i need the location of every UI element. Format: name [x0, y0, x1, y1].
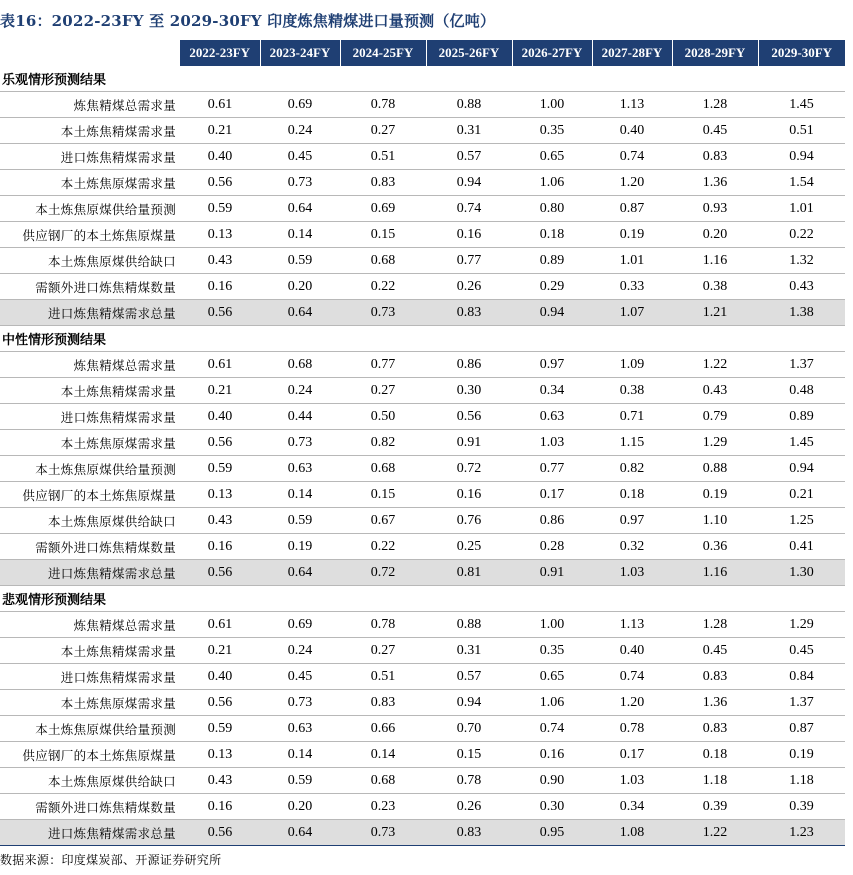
cell-value: 0.36 — [672, 534, 758, 560]
cell-value: 0.90 — [512, 768, 592, 794]
cell-value: 1.00 — [512, 92, 592, 118]
cell-value: 0.23 — [340, 794, 426, 820]
cell-value: 0.16 — [180, 274, 260, 300]
cell-value: 0.56 — [180, 170, 260, 196]
cell-value: 0.57 — [426, 664, 512, 690]
cell-value: 0.83 — [340, 690, 426, 716]
cell-value: 1.18 — [758, 768, 845, 794]
cell-value: 0.95 — [512, 820, 592, 846]
section-heading-row — [0, 586, 845, 612]
bottom-rule — [0, 845, 845, 846]
cell-value: 0.50 — [340, 404, 426, 430]
cell-value: 0.18 — [512, 222, 592, 248]
cell-value: 0.86 — [512, 508, 592, 534]
cell-value: 0.77 — [340, 352, 426, 378]
cell-value: 0.43 — [180, 768, 260, 794]
cell-value: 0.39 — [758, 794, 845, 820]
column-header: 2024-25FY — [340, 40, 426, 66]
table-row — [0, 92, 845, 118]
cell-value: 0.56 — [426, 404, 512, 430]
cell-value: 0.45 — [672, 118, 758, 144]
cell-value: 0.43 — [180, 248, 260, 274]
cell-value: 1.18 — [672, 768, 758, 794]
cell-value: 0.25 — [426, 534, 512, 560]
cell-value: 0.30 — [426, 378, 512, 404]
row-label: 本土炼焦原煤供给量预测 — [0, 716, 180, 742]
cell-value: 0.15 — [426, 742, 512, 768]
table-row-total — [0, 560, 845, 586]
cell-value: 0.82 — [340, 430, 426, 456]
cell-value: 0.59 — [180, 196, 260, 222]
table-row — [0, 690, 845, 716]
cell-value: 0.14 — [340, 742, 426, 768]
row-label: 本土炼焦精煤需求量 — [0, 378, 180, 404]
cell-value: 1.06 — [512, 690, 592, 716]
section-heading: 悲观情形预测结果 — [0, 586, 845, 612]
cell-value: 0.15 — [340, 222, 426, 248]
cell-value: 0.19 — [592, 222, 672, 248]
cell-value: 1.03 — [512, 430, 592, 456]
cell-value: 0.83 — [672, 664, 758, 690]
cell-value: 0.22 — [758, 222, 845, 248]
row-label: 本土炼焦精煤需求量 — [0, 118, 180, 144]
cell-value: 0.31 — [426, 638, 512, 664]
cell-value: 0.39 — [672, 794, 758, 820]
table-row-total — [0, 820, 845, 846]
cell-value: 0.16 — [180, 794, 260, 820]
cell-value: 0.86 — [426, 352, 512, 378]
cell-value: 1.00 — [512, 612, 592, 638]
cell-value: 1.07 — [592, 300, 672, 326]
cell-value: 0.40 — [592, 638, 672, 664]
cell-value: 0.43 — [672, 378, 758, 404]
cell-value: 0.63 — [512, 404, 592, 430]
cell-value: 0.89 — [758, 404, 845, 430]
row-label: 进口炼焦精煤需求量 — [0, 664, 180, 690]
header-corner — [0, 40, 180, 66]
cell-value: 0.24 — [260, 118, 340, 144]
row-label: 进口炼焦精煤需求总量 — [0, 820, 180, 846]
cell-value: 1.10 — [672, 508, 758, 534]
row-label: 本土炼焦原煤供给量预测 — [0, 456, 180, 482]
section-heading-row — [0, 326, 845, 352]
table-row — [0, 638, 845, 664]
cell-value: 0.74 — [592, 144, 672, 170]
cell-value: 0.13 — [180, 222, 260, 248]
cell-value: 0.74 — [512, 716, 592, 742]
cell-value: 0.59 — [260, 768, 340, 794]
cell-value: 0.34 — [512, 378, 592, 404]
cell-value: 0.43 — [758, 274, 845, 300]
table-row — [0, 742, 845, 768]
cell-value: 1.15 — [592, 430, 672, 456]
cell-value: 0.79 — [672, 404, 758, 430]
cell-value: 0.87 — [592, 196, 672, 222]
cell-value: 0.31 — [426, 118, 512, 144]
cell-value: 0.59 — [260, 248, 340, 274]
cell-value: 0.16 — [426, 222, 512, 248]
cell-value: 0.61 — [180, 92, 260, 118]
cell-value: 0.13 — [180, 742, 260, 768]
cell-value: 0.83 — [672, 144, 758, 170]
cell-value: 0.30 — [512, 794, 592, 820]
cell-value: 0.76 — [426, 508, 512, 534]
cell-value: 1.08 — [592, 820, 672, 846]
cell-value: 0.61 — [180, 612, 260, 638]
table-row — [0, 612, 845, 638]
column-header: 2029-30FY — [758, 40, 845, 66]
cell-value: 0.73 — [260, 430, 340, 456]
cell-value: 0.64 — [260, 820, 340, 846]
table-row — [0, 118, 845, 144]
cell-value: 0.19 — [758, 742, 845, 768]
cell-value: 0.33 — [592, 274, 672, 300]
cell-value: 1.37 — [758, 690, 845, 716]
cell-value: 1.45 — [758, 430, 845, 456]
cell-value: 0.28 — [512, 534, 592, 560]
row-label: 本土炼焦原煤需求量 — [0, 430, 180, 456]
row-label: 进口炼焦精煤需求总量 — [0, 300, 180, 326]
row-label: 进口炼焦精煤需求量 — [0, 404, 180, 430]
cell-value: 1.20 — [592, 170, 672, 196]
cell-value: 0.59 — [180, 456, 260, 482]
row-label: 本土炼焦原煤供给量预测 — [0, 196, 180, 222]
cell-value: 0.94 — [426, 170, 512, 196]
table-row — [0, 222, 845, 248]
row-label: 炼焦精煤总需求量 — [0, 612, 180, 638]
cell-value: 0.64 — [260, 300, 340, 326]
cell-value: 0.13 — [180, 482, 260, 508]
section-heading: 乐观情形预测结果 — [0, 66, 845, 92]
row-label: 本土炼焦原煤供给缺口 — [0, 508, 180, 534]
cell-value: 0.29 — [512, 274, 592, 300]
table-row — [0, 274, 845, 300]
cell-value: 0.21 — [180, 638, 260, 664]
cell-value: 0.59 — [260, 508, 340, 534]
table-row — [0, 378, 845, 404]
column-header: 2022-23FY — [180, 40, 260, 66]
cell-value: 1.13 — [592, 612, 672, 638]
cell-value: 0.22 — [340, 534, 426, 560]
cell-value: 0.45 — [260, 144, 340, 170]
cell-value: 0.35 — [512, 118, 592, 144]
cell-value: 1.28 — [672, 92, 758, 118]
table-row — [0, 352, 845, 378]
cell-value: 0.19 — [260, 534, 340, 560]
cell-value: 0.69 — [260, 92, 340, 118]
cell-value: 0.88 — [426, 612, 512, 638]
table-row — [0, 248, 845, 274]
column-header: 2026-27FY — [512, 40, 592, 66]
table-row — [0, 430, 845, 456]
row-label: 进口炼焦精煤需求总量 — [0, 560, 180, 586]
cell-value: 0.20 — [260, 274, 340, 300]
cell-value: 0.81 — [426, 560, 512, 586]
cell-value: 0.15 — [340, 482, 426, 508]
cell-value: 0.94 — [512, 300, 592, 326]
cell-value: 1.16 — [672, 248, 758, 274]
cell-value: 0.70 — [426, 716, 512, 742]
cell-value: 0.68 — [340, 248, 426, 274]
cell-value: 0.77 — [426, 248, 512, 274]
cell-value: 0.21 — [180, 118, 260, 144]
cell-value: 0.17 — [592, 742, 672, 768]
cell-value: 0.94 — [426, 690, 512, 716]
table-row — [0, 716, 845, 742]
table-row — [0, 794, 845, 820]
cell-value: 0.71 — [592, 404, 672, 430]
column-header: 2025-26FY — [426, 40, 512, 66]
cell-value: 0.16 — [426, 482, 512, 508]
cell-value: 0.26 — [426, 794, 512, 820]
cell-value: 0.72 — [426, 456, 512, 482]
row-label: 本土炼焦原煤需求量 — [0, 690, 180, 716]
cell-value: 0.27 — [340, 378, 426, 404]
cell-value: 1.16 — [672, 560, 758, 586]
cell-value: 0.26 — [426, 274, 512, 300]
cell-value: 0.51 — [758, 118, 845, 144]
header-row — [0, 40, 845, 66]
cell-value: 0.40 — [180, 144, 260, 170]
cell-value: 0.40 — [180, 404, 260, 430]
cell-value: 0.21 — [758, 482, 845, 508]
cell-value: 0.59 — [180, 716, 260, 742]
cell-value: 0.68 — [340, 768, 426, 794]
cell-value: 0.97 — [512, 352, 592, 378]
cell-value: 0.77 — [512, 456, 592, 482]
cell-value: 0.45 — [260, 664, 340, 690]
row-label: 需额外进口炼焦精煤数量 — [0, 794, 180, 820]
cell-value: 0.21 — [180, 378, 260, 404]
cell-value: 0.45 — [758, 638, 845, 664]
cell-value: 0.94 — [758, 456, 845, 482]
column-header: 2023-24FY — [260, 40, 340, 66]
cell-value: 0.57 — [426, 144, 512, 170]
cell-value: 0.20 — [260, 794, 340, 820]
cell-value: 1.36 — [672, 170, 758, 196]
cell-value: 0.24 — [260, 638, 340, 664]
section-heading: 中性情形预测结果 — [0, 326, 845, 352]
table-row — [0, 508, 845, 534]
cell-value: 0.27 — [340, 638, 426, 664]
cell-value: 0.80 — [512, 196, 592, 222]
cell-value: 0.34 — [592, 794, 672, 820]
data-source-note: 数据来源：印度煤炭部、开源证券研究所 — [0, 853, 222, 867]
row-label: 进口炼焦精煤需求量 — [0, 144, 180, 170]
cell-value: 0.74 — [426, 196, 512, 222]
cell-value: 0.69 — [260, 612, 340, 638]
cell-value: 0.24 — [260, 378, 340, 404]
cell-value: 1.01 — [592, 248, 672, 274]
table-row — [0, 534, 845, 560]
cell-value: 0.73 — [340, 300, 426, 326]
cell-value: 1.38 — [758, 300, 845, 326]
cell-value: 0.20 — [672, 222, 758, 248]
cell-value: 1.36 — [672, 690, 758, 716]
cell-value: 0.56 — [180, 300, 260, 326]
cell-value: 0.18 — [672, 742, 758, 768]
table-row — [0, 404, 845, 430]
cell-value: 0.65 — [512, 664, 592, 690]
column-header: 2027-28FY — [592, 40, 672, 66]
cell-value: 1.37 — [758, 352, 845, 378]
cell-value: 0.78 — [426, 768, 512, 794]
cell-value: 0.88 — [426, 92, 512, 118]
cell-value: 1.32 — [758, 248, 845, 274]
cell-value: 0.72 — [340, 560, 426, 586]
row-label: 供应钢厂的本土炼焦原煤量 — [0, 482, 180, 508]
row-label: 供应钢厂的本土炼焦原煤量 — [0, 742, 180, 768]
cell-value: 0.22 — [340, 274, 426, 300]
table-row-total — [0, 300, 845, 326]
cell-value: 1.21 — [672, 300, 758, 326]
cell-value: 1.30 — [758, 560, 845, 586]
cell-value: 0.89 — [512, 248, 592, 274]
cell-value: 1.28 — [672, 612, 758, 638]
cell-value: 1.22 — [672, 820, 758, 846]
cell-value: 0.51 — [340, 144, 426, 170]
cell-value: 1.45 — [758, 92, 845, 118]
cell-value: 0.83 — [672, 716, 758, 742]
cell-value: 0.45 — [672, 638, 758, 664]
cell-value: 1.20 — [592, 690, 672, 716]
cell-value: 0.65 — [512, 144, 592, 170]
cell-value: 0.35 — [512, 638, 592, 664]
cell-value: 0.16 — [512, 742, 592, 768]
cell-value: 0.66 — [340, 716, 426, 742]
cell-value: 0.68 — [260, 352, 340, 378]
cell-value: 0.51 — [340, 664, 426, 690]
cell-value: 0.38 — [592, 378, 672, 404]
row-label: 供应钢厂的本土炼焦原煤量 — [0, 222, 180, 248]
cell-value: 1.23 — [758, 820, 845, 846]
cell-value: 0.64 — [260, 196, 340, 222]
cell-value: 0.73 — [260, 170, 340, 196]
table-row — [0, 196, 845, 222]
cell-value: 0.84 — [758, 664, 845, 690]
cell-value: 0.73 — [260, 690, 340, 716]
cell-value: 0.41 — [758, 534, 845, 560]
cell-value: 0.93 — [672, 196, 758, 222]
cell-value: 0.38 — [672, 274, 758, 300]
cell-value: 1.01 — [758, 196, 845, 222]
cell-value: 0.40 — [180, 664, 260, 690]
cell-value: 0.64 — [260, 560, 340, 586]
cell-value: 0.78 — [340, 612, 426, 638]
cell-value: 0.43 — [180, 508, 260, 534]
row-label: 需额外进口炼焦精煤数量 — [0, 274, 180, 300]
cell-value: 0.32 — [592, 534, 672, 560]
cell-value: 0.56 — [180, 820, 260, 846]
cell-value: 0.94 — [758, 144, 845, 170]
cell-value: 0.68 — [340, 456, 426, 482]
cell-value: 0.63 — [260, 456, 340, 482]
table-row — [0, 456, 845, 482]
cell-value: 0.87 — [758, 716, 845, 742]
cell-value: 0.19 — [672, 482, 758, 508]
cell-value: 0.27 — [340, 118, 426, 144]
row-label: 需额外进口炼焦精煤数量 — [0, 534, 180, 560]
cell-value: 1.06 — [512, 170, 592, 196]
cell-value: 0.17 — [512, 482, 592, 508]
cell-value: 0.44 — [260, 404, 340, 430]
table-row — [0, 482, 845, 508]
cell-value: 0.88 — [672, 456, 758, 482]
cell-value: 1.29 — [672, 430, 758, 456]
cell-value: 1.25 — [758, 508, 845, 534]
cell-value: 0.91 — [512, 560, 592, 586]
cell-value: 0.40 — [592, 118, 672, 144]
cell-value: 0.14 — [260, 222, 340, 248]
forecast-table — [0, 40, 845, 846]
table-row — [0, 144, 845, 170]
cell-value: 0.83 — [426, 300, 512, 326]
cell-value: 1.09 — [592, 352, 672, 378]
row-label: 本土炼焦原煤供给缺口 — [0, 768, 180, 794]
cell-value: 0.78 — [340, 92, 426, 118]
cell-value: 0.83 — [340, 170, 426, 196]
table-title: 表16：2022-23FY 至 2029-30FY 印度炼焦精煤进口量预测（亿吨） — [0, 12, 496, 30]
cell-value: 0.16 — [180, 534, 260, 560]
cell-value: 0.78 — [592, 716, 672, 742]
cell-value: 1.13 — [592, 92, 672, 118]
cell-value: 0.83 — [426, 820, 512, 846]
table-row — [0, 664, 845, 690]
cell-value: 1.03 — [592, 768, 672, 794]
cell-value: 0.56 — [180, 430, 260, 456]
row-label: 本土炼焦精煤需求量 — [0, 638, 180, 664]
cell-value: 0.97 — [592, 508, 672, 534]
cell-value: 0.63 — [260, 716, 340, 742]
cell-value: 0.14 — [260, 742, 340, 768]
row-label: 本土炼焦原煤供给缺口 — [0, 248, 180, 274]
cell-value: 0.69 — [340, 196, 426, 222]
cell-value: 0.91 — [426, 430, 512, 456]
cell-value: 0.18 — [592, 482, 672, 508]
row-label: 炼焦精煤总需求量 — [0, 92, 180, 118]
table-row — [0, 768, 845, 794]
cell-value: 0.48 — [758, 378, 845, 404]
cell-value: 0.56 — [180, 560, 260, 586]
cell-value: 1.54 — [758, 170, 845, 196]
row-label: 炼焦精煤总需求量 — [0, 352, 180, 378]
cell-value: 0.14 — [260, 482, 340, 508]
section-heading-row — [0, 66, 845, 92]
table-row — [0, 170, 845, 196]
cell-value: 0.67 — [340, 508, 426, 534]
cell-value: 0.61 — [180, 352, 260, 378]
cell-value: 0.73 — [340, 820, 426, 846]
row-label: 本土炼焦原煤需求量 — [0, 170, 180, 196]
cell-value: 0.74 — [592, 664, 672, 690]
cell-value: 1.03 — [592, 560, 672, 586]
cell-value: 1.22 — [672, 352, 758, 378]
cell-value: 0.56 — [180, 690, 260, 716]
cell-value: 1.29 — [758, 612, 845, 638]
cell-value: 0.82 — [592, 456, 672, 482]
column-header: 2028-29FY — [672, 40, 758, 66]
